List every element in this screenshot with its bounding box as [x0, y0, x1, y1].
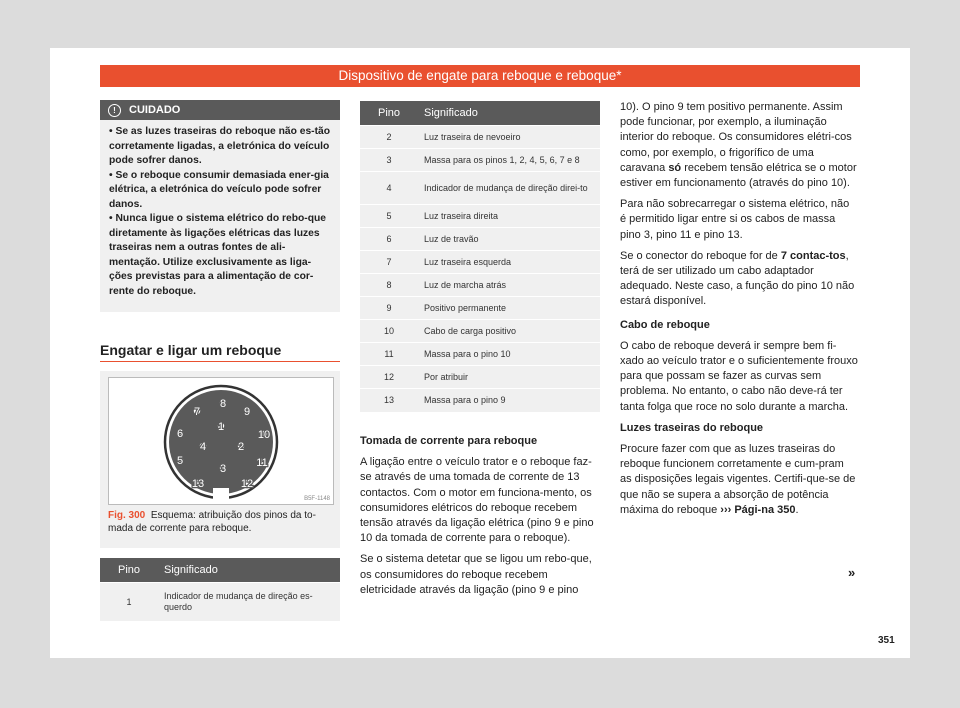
table-row: [360, 228, 600, 251]
page-reference-link[interactable]: ››› Pági-na 350: [720, 503, 796, 516]
paragraph: Se o conector do reboque for de 7 contac-tos, terá de ser utilizado um cabo adaptador adequado. Neste caso, a função do pino 10 não estará disponível.: [620, 249, 855, 308]
paragraph: 10). O pino 9 tem positivo permanente. Assim pode funcionar, por exemplo, a iluminação interior do reboque. Os consumidores elétri-cos como, por exemplo, o frigorífico de uma caravana só recebem tensão elétrica se o motor estiver em funcionamento (através do pino 10).: [620, 101, 857, 190]
meaning-cell: Indicador de mudança de direção direi-to: [418, 172, 600, 205]
pin-cell: 10: [360, 320, 418, 343]
pin-cell: 6: [360, 228, 418, 251]
column-header-pin: Pino: [360, 101, 418, 126]
section-divider: [100, 361, 340, 362]
subheading: Cabo de reboque: [620, 318, 710, 331]
pin-label: 6: [176, 428, 184, 440]
meaning-cell: Luz traseira direita: [418, 205, 600, 228]
meaning-cell: Luz traseira de nevoeiro: [418, 126, 600, 149]
pin-label: 1: [217, 421, 225, 433]
paragraph: Se o sistema detetar que se ligou um rebo-que, os consumidores do reboque recebem eletricidade através da ligação (pino 9 e pino: [360, 553, 592, 596]
paragraph: A ligação entre o veículo trator e o reboque faz-se através de uma tomada de corrente de 13 contactos. Com o motor em funciona-mento, os consumidores elétricos do reboque recebem tensão através da ligação elétrica (pino 9 e pino 10 da tomada de corrente para o reboque).: [360, 456, 594, 545]
meaning-cell: Indicador de mudança de direção es-querdo: [158, 583, 340, 621]
figure-number: Fig. 300: [108, 510, 146, 521]
column-header-meaning: Significado: [158, 558, 340, 583]
meaning-cell: Massa para os pinos 1, 2, 4, 5, 6, 7 e 8: [418, 149, 600, 172]
table-row: [360, 343, 600, 366]
caution-header: [100, 100, 340, 120]
pin-cell: 7: [360, 251, 418, 274]
pin-label: 7: [193, 406, 201, 418]
figure-code: B5F-1148: [304, 496, 330, 502]
pin-label: 4: [199, 441, 207, 453]
meaning-cell: Positivo permanente: [418, 297, 600, 320]
table-row: [360, 274, 600, 297]
socket-pin-diagram: [109, 378, 333, 504]
caution-body: [100, 120, 340, 299]
section-title: Engatar e ligar um reboque: [100, 342, 282, 358]
paragraph: O cabo de reboque deverá ir sempre bem fi-xado ao veículo trator e o suficientemente frouxo para que possam se fazer as curvas sem problema. No entanto, o cabo não deve-rá ter tanta folga que roce no solo durante a marcha.: [620, 339, 858, 413]
table-row: [360, 297, 600, 320]
figure-box: [100, 371, 340, 548]
caution-title: CUIDADO: [129, 104, 181, 116]
pin-cell: 13: [360, 389, 418, 412]
column-header-meaning: Significado: [418, 101, 600, 126]
table-row: [360, 320, 600, 343]
paragraph: Para não sobrecarregar o sistema elétrico, não é permitido ligar entre si os cabos de massa pino 3, pino 11 e pino 13.: [620, 198, 850, 241]
figure-frame: [108, 377, 334, 505]
pin-cell: 2: [360, 126, 418, 149]
page-header-banner: Dispositivo de engate para reboque e reboque*: [100, 65, 860, 87]
warning-circle-icon: !: [108, 104, 121, 117]
middle-text-column: [360, 434, 602, 604]
table-row: [360, 389, 600, 412]
pin-label: 5: [176, 455, 184, 467]
pin-label: 8: [219, 398, 227, 410]
pin-label: 13: [191, 478, 205, 490]
table-row: [360, 126, 600, 149]
pin-label: 11: [256, 457, 268, 469]
meaning-cell: Massa para o pino 9: [418, 389, 600, 412]
table-row: [100, 583, 340, 621]
pin-label: 9: [243, 406, 251, 418]
pin-cell: 9: [360, 297, 418, 320]
pin-cell: 4: [360, 172, 418, 205]
pin-cell: 5: [360, 205, 418, 228]
pin-cell: 12: [360, 366, 418, 389]
pin-cell: 3: [360, 149, 418, 172]
pin-cell: 1: [100, 583, 158, 621]
pin-table-left: [100, 558, 340, 621]
meaning-cell: Luz traseira esquerda: [418, 251, 600, 274]
meaning-cell: Cabo de carga positivo: [418, 320, 600, 343]
meaning-cell: Massa para o pino 10: [418, 343, 600, 366]
caution-item: • Nunca ligue o sistema elétrico do rebo-que diretamente às ligações elétricas das luzes traseiras nem a outras fontes de ali-mentação. Utilize exclusivamente as liga-ções previstas para a alimentação de cor-rente do reboque.: [109, 213, 327, 297]
meaning-cell: Luz de marcha atrás: [418, 274, 600, 297]
right-text-column: [620, 100, 858, 524]
figure-caption: [108, 510, 334, 535]
figure-caption-text: Esquema: atribuição dos pinos da to-mada de corrente para reboque.: [108, 510, 316, 534]
meaning-cell: Luz de travão: [418, 228, 600, 251]
meaning-cell: Por atribuir: [418, 366, 600, 389]
caution-box: [100, 100, 340, 312]
pin-label: 12: [240, 478, 254, 490]
table-row: [360, 366, 600, 389]
pin-label: 10: [257, 429, 271, 441]
caution-item: • Se as luzes traseiras do reboque não es-tão corretamente ligadas, a eletrónica do veículo pode sofrer danos.: [109, 126, 331, 166]
column-header-pin: Pino: [100, 558, 158, 583]
pin-cell: 8: [360, 274, 418, 297]
pin-table-right: [360, 101, 600, 412]
continue-arrow-icon: »: [848, 565, 856, 580]
table-row: [360, 172, 600, 205]
table-row: [360, 205, 600, 228]
pin-label: 3: [219, 463, 227, 475]
pin-label: 2: [237, 441, 245, 453]
pin-cell: 11: [360, 343, 418, 366]
table-row: [360, 149, 600, 172]
table-row: [360, 251, 600, 274]
subheading: Luzes traseiras do reboque: [620, 421, 764, 434]
paragraph: Procure fazer com que as luzes traseiras do reboque funcionem corretamente e cum-pram as disposições legais vigentes. Certifi-que-se de que não se supera a absorção de potência máxima do reboque ››› Pági-na 350.: [620, 443, 856, 516]
page-number: 351: [878, 635, 895, 646]
caution-item: • Se o reboque consumir demasiada ener-gia elétrica, a eletrónica do veículo pode sofrer danos.: [109, 169, 329, 210]
subheading: Tomada de corrente para reboque: [360, 435, 538, 447]
